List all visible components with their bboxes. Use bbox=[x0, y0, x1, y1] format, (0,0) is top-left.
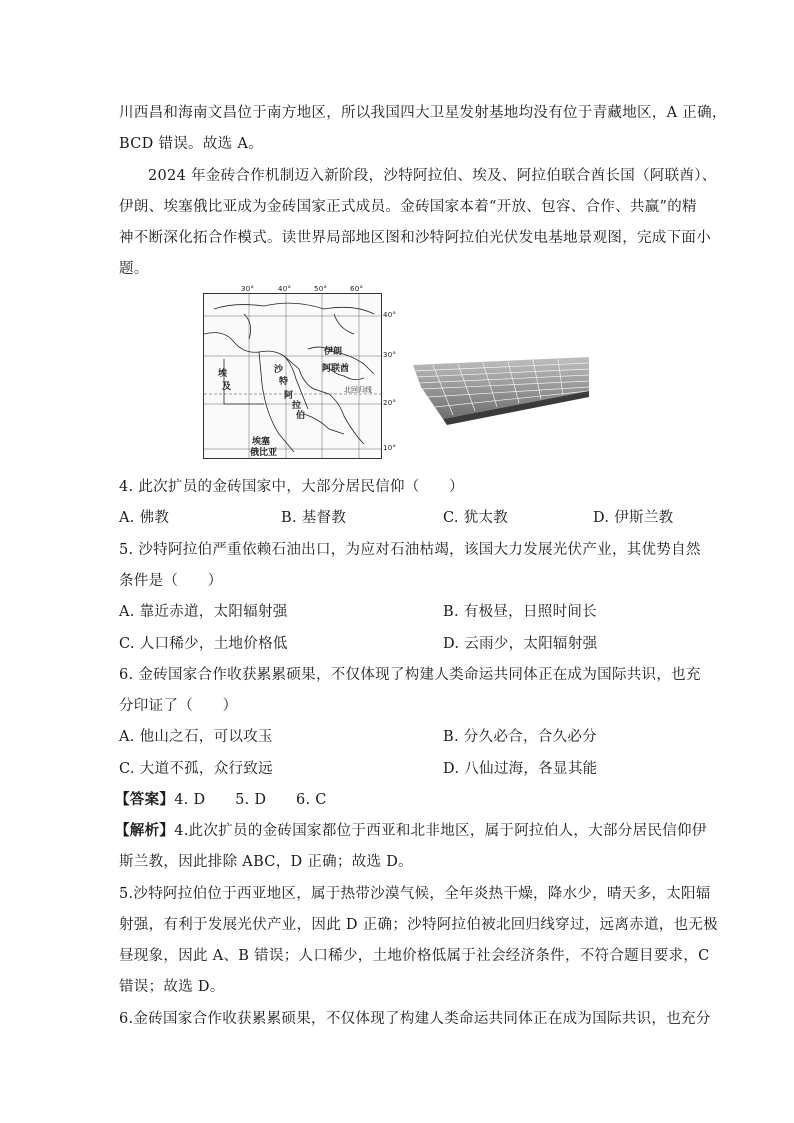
lat-label-10: 10° bbox=[383, 444, 397, 452]
label-ethiopia-2: 俄比亚 bbox=[250, 448, 278, 458]
label-tropic: 北回归线 bbox=[344, 386, 372, 394]
analysis-line-2: 斯兰教，因此排除 ABC，D 正确；故选 D。 bbox=[119, 854, 413, 870]
q4-stem: 4. 此次扩员的金砖国家中，大部分居民信仰（ ） bbox=[119, 479, 464, 495]
q4-option-c: C. 犹太教 bbox=[443, 510, 509, 526]
label-iran: 伊朗 bbox=[324, 347, 343, 357]
analysis-text-1: 4.此次扩员的金砖国家都位于西亚和北非地区，属于阿拉伯人，大部分居民信仰伊 bbox=[174, 823, 707, 839]
q6-stem-line-2: 分印证了（ ） bbox=[119, 698, 238, 714]
intro-line-3: 神不断深化拓合作模式。读世界局部地区图和沙特阿拉伯光伏发电基地景观图，完成下面小 bbox=[119, 230, 711, 246]
q6-option-c: C. 大道不孤，众行致远 bbox=[119, 761, 273, 777]
q5-stem-line-1: 5. 沙特阿拉伯严重依赖石油出口，为应对石油枯竭，该国大力发展光伏产业，其优势自然 bbox=[119, 542, 701, 558]
q5-option-d: D. 云雨少，太阳辐射强 bbox=[443, 636, 598, 652]
lon-label-40: 40° bbox=[278, 285, 292, 293]
intro-line-2: 伊朗、埃塞俄比亚成为金砖国家正式成员。金砖国家本着“开放、包容、合作、共赢”的精 bbox=[119, 199, 697, 215]
answer-line bbox=[115, 790, 327, 810]
q6-option-d: D. 八仙过海，各显其能 bbox=[443, 761, 598, 777]
analysis-line-4: 射强，有利于发展光伏产业，因此 D 正确；沙特阿拉伯被北回归线穿过，远离赤道，也无极 bbox=[119, 917, 718, 933]
label-ethiopia-1: 埃塞 bbox=[252, 437, 271, 447]
intro-line-4: 题。 bbox=[119, 261, 149, 277]
prev-explanation-line-2: BCD 错误。故选 A。 bbox=[119, 136, 263, 152]
lat-label-30: 30° bbox=[383, 351, 397, 359]
q4-option-b: B. 基督教 bbox=[281, 510, 347, 526]
label-ai: 埃 bbox=[218, 369, 228, 379]
q4-option-d: D. 伊斯兰教 bbox=[593, 510, 674, 526]
q6-option-a: A. 他山之石，可以攻玉 bbox=[119, 729, 273, 745]
lon-label-30: 30° bbox=[241, 285, 255, 293]
label-sha: 沙 bbox=[274, 365, 284, 375]
solar-photo-svg bbox=[413, 357, 589, 431]
solar-farm-photo bbox=[413, 357, 589, 431]
q4-option-a: A. 佛教 bbox=[119, 510, 170, 526]
lon-label-50: 50° bbox=[314, 285, 328, 293]
lat-label-40: 40° bbox=[383, 311, 397, 319]
label-bo: 伯 bbox=[296, 411, 306, 421]
lon-label-60: 60° bbox=[350, 285, 364, 293]
world-region-map bbox=[203, 293, 382, 459]
label-uae: 阿联酋 bbox=[322, 364, 350, 374]
map-svg bbox=[204, 294, 381, 458]
q6-stem-line-1: 6. 金砖国家合作收获累累硕果，不仅体现了构建人类命运共同体正在成为国际共识，也充 bbox=[119, 667, 701, 683]
q5-option-a: A. 靠近赤道，太阳辐射强 bbox=[119, 604, 288, 620]
q5-option-b: B. 有极昼，日照时间长 bbox=[443, 604, 597, 620]
intro-line-1: 2024 年金砖合作机制迈入新阶段，沙特阿拉伯、埃及、阿拉伯联合酋长国（阿联酋）、 bbox=[148, 168, 717, 184]
label-a: 阿 bbox=[284, 391, 294, 401]
analysis-line-7: 6.金砖国家合作收获累累硕果，不仅体现了构建人类命运共同体正在成为国际共识，也充分 bbox=[119, 1011, 711, 1027]
analysis-line-6: 错误；故选 D。 bbox=[119, 979, 225, 995]
label-te: 特 bbox=[279, 377, 289, 387]
prev-explanation-line-1: 川西昌和海南文昌位于南方地区，所以我国四大卫星发射基地均没有位于青藏地区，A 正确， bbox=[119, 105, 727, 121]
analysis-line-3: 5.沙特阿拉伯位于西亚地区，属于热带沙漠气候，全年炎热干燥，降水少，晴天多，太阳辐 bbox=[119, 886, 711, 902]
q6-option-b: B. 分久必合，合久必分 bbox=[443, 729, 597, 745]
lat-label-20: 20° bbox=[383, 399, 397, 407]
analysis-line-1 bbox=[115, 821, 707, 841]
answer-label: 【答案】 bbox=[115, 791, 175, 808]
analysis-line-5: 昼现象，因此 A、B 错误；人口稀少，土地价格低属于社会经济条件，不符合题目要求，C bbox=[119, 948, 710, 964]
label-la: 拉 bbox=[292, 401, 302, 411]
analysis-label: 【解析】 bbox=[115, 822, 175, 839]
answer-text: 4. D 5. D 6. C bbox=[174, 792, 327, 808]
label-ji: 及 bbox=[222, 382, 232, 392]
q5-stem-line-2: 条件是（ ） bbox=[119, 573, 223, 589]
q5-option-c: C. 人口稀少，土地价格低 bbox=[119, 636, 288, 652]
